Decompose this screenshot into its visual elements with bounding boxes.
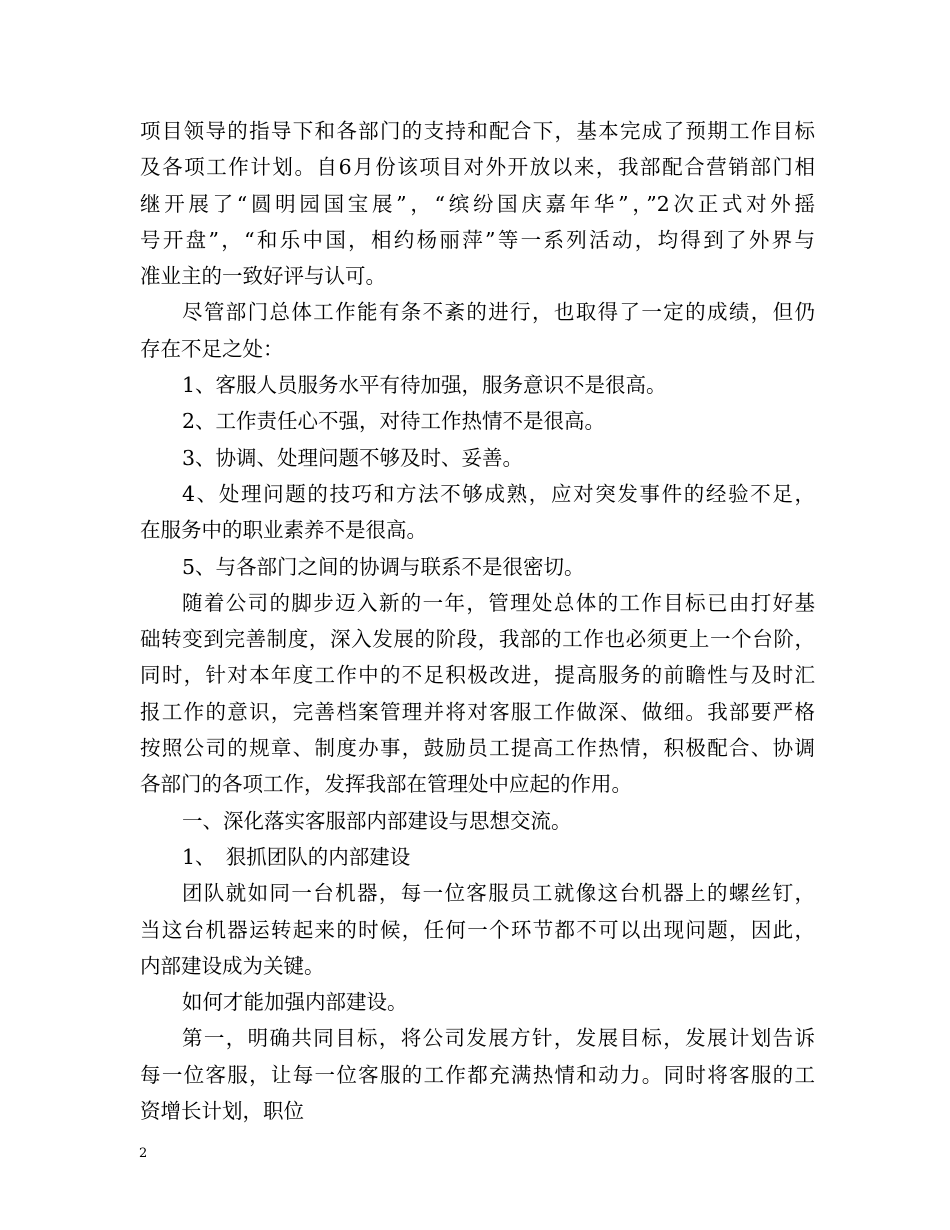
text-line: 一、深化落实客服部内部建设与思想交流。 — [182, 808, 572, 833]
text-line: 如何才能加强内部建设。 — [182, 990, 408, 1015]
paragraph — [140, 585, 815, 803]
text-line: 1、客服人员服务水平有待加强，服务意识不是很高。 — [182, 373, 667, 398]
paragraph — [140, 440, 815, 476]
text-line: 内部建设成为关键。 — [140, 953, 325, 978]
text-line: 每一位客服，让每一位客服的工作都充满热情和动力。同时将客服的工 — [140, 1062, 815, 1087]
text-line: 及各项工作计划。自6月份该项目对外开放以来，我部配合营销部门相 — [140, 155, 815, 180]
text-line: 资增长计划，职位 — [140, 1099, 304, 1124]
text-line: 随着公司的脚步迈入新的一年，管理处总体的工作目标已由打好基 — [182, 590, 815, 615]
text-line: 团队就如同一台机器，每一位客服员工就像这台机器上的螺丝钉， — [182, 881, 815, 906]
text-line: 准业主的一致好评与认可。 — [140, 264, 386, 289]
text-line: 2、工作责任心不强，对待工作热情不是很高。 — [182, 409, 606, 434]
paragraph — [140, 113, 815, 294]
text-line: 各部门的各项工作，发挥我部在管理处中应起的作用。 — [140, 772, 632, 797]
paragraph — [140, 1020, 815, 1129]
text-line: 当这台机器运转起来的时候，任何一个环节都不可以出现问题，因此， — [140, 917, 815, 942]
text-line: 1、 狠抓团队的内部建设 — [182, 844, 411, 869]
text-line: 尽管部门总体工作能有条不紊的进行，也取得了一定的成绩，但仍 — [182, 300, 815, 325]
text-line: 存在不足之处： — [140, 336, 284, 361]
paragraph — [140, 549, 815, 585]
text-line: 第一，明确共同目标，将公司发展方针，发展目标，发展计划告诉 — [182, 1026, 815, 1051]
text-line: 3、协调、处理问题不够及时、妥善。 — [182, 445, 524, 470]
text-line: 4、处理问题的技巧和方法不够成熟，应对突发事件的经验不足， — [182, 481, 815, 506]
text-line: 按照公司的规章、制度办事，鼓励员工提高工作热情，积极配合、协调 — [140, 736, 815, 761]
text-line: 5、与各部门之间的协调与联系不是很密切。 — [182, 554, 585, 579]
paragraph — [140, 803, 815, 839]
document-body — [140, 113, 815, 1129]
page-number: 2 — [139, 1146, 148, 1161]
paragraph — [140, 367, 815, 403]
text-line: 同时，针对本年度工作中的不足积极改进，提高服务的前瞻性与及时汇 — [140, 663, 815, 688]
paragraph — [140, 294, 815, 367]
text-line: 项目领导的指导下和各部门的支持和配合下，基本完成了预期工作目标 — [140, 119, 815, 143]
paragraph — [140, 476, 815, 549]
text-line: 报工作的意识，完善档案管理并将对客服工作做深、做细。我部要严格 — [140, 699, 815, 724]
text-line: 础转变到完善制度，深入发展的阶段，我部的工作也必须更上一个台阶， — [140, 627, 815, 652]
paragraph — [140, 403, 815, 439]
paragraph — [140, 984, 815, 1020]
text-line: 号开盘”，“和乐中国，相约杨丽萍”等一系列活动，均得到了外界与 — [140, 227, 815, 252]
paragraph — [140, 839, 815, 875]
text-line: 继开展了“圆明园国宝展”，“缤纷国庆嘉年华”，”2次正式对外摇 — [140, 191, 815, 216]
text-line: 在服务中的职业素养不是很高。 — [140, 518, 427, 543]
paragraph — [140, 875, 815, 984]
